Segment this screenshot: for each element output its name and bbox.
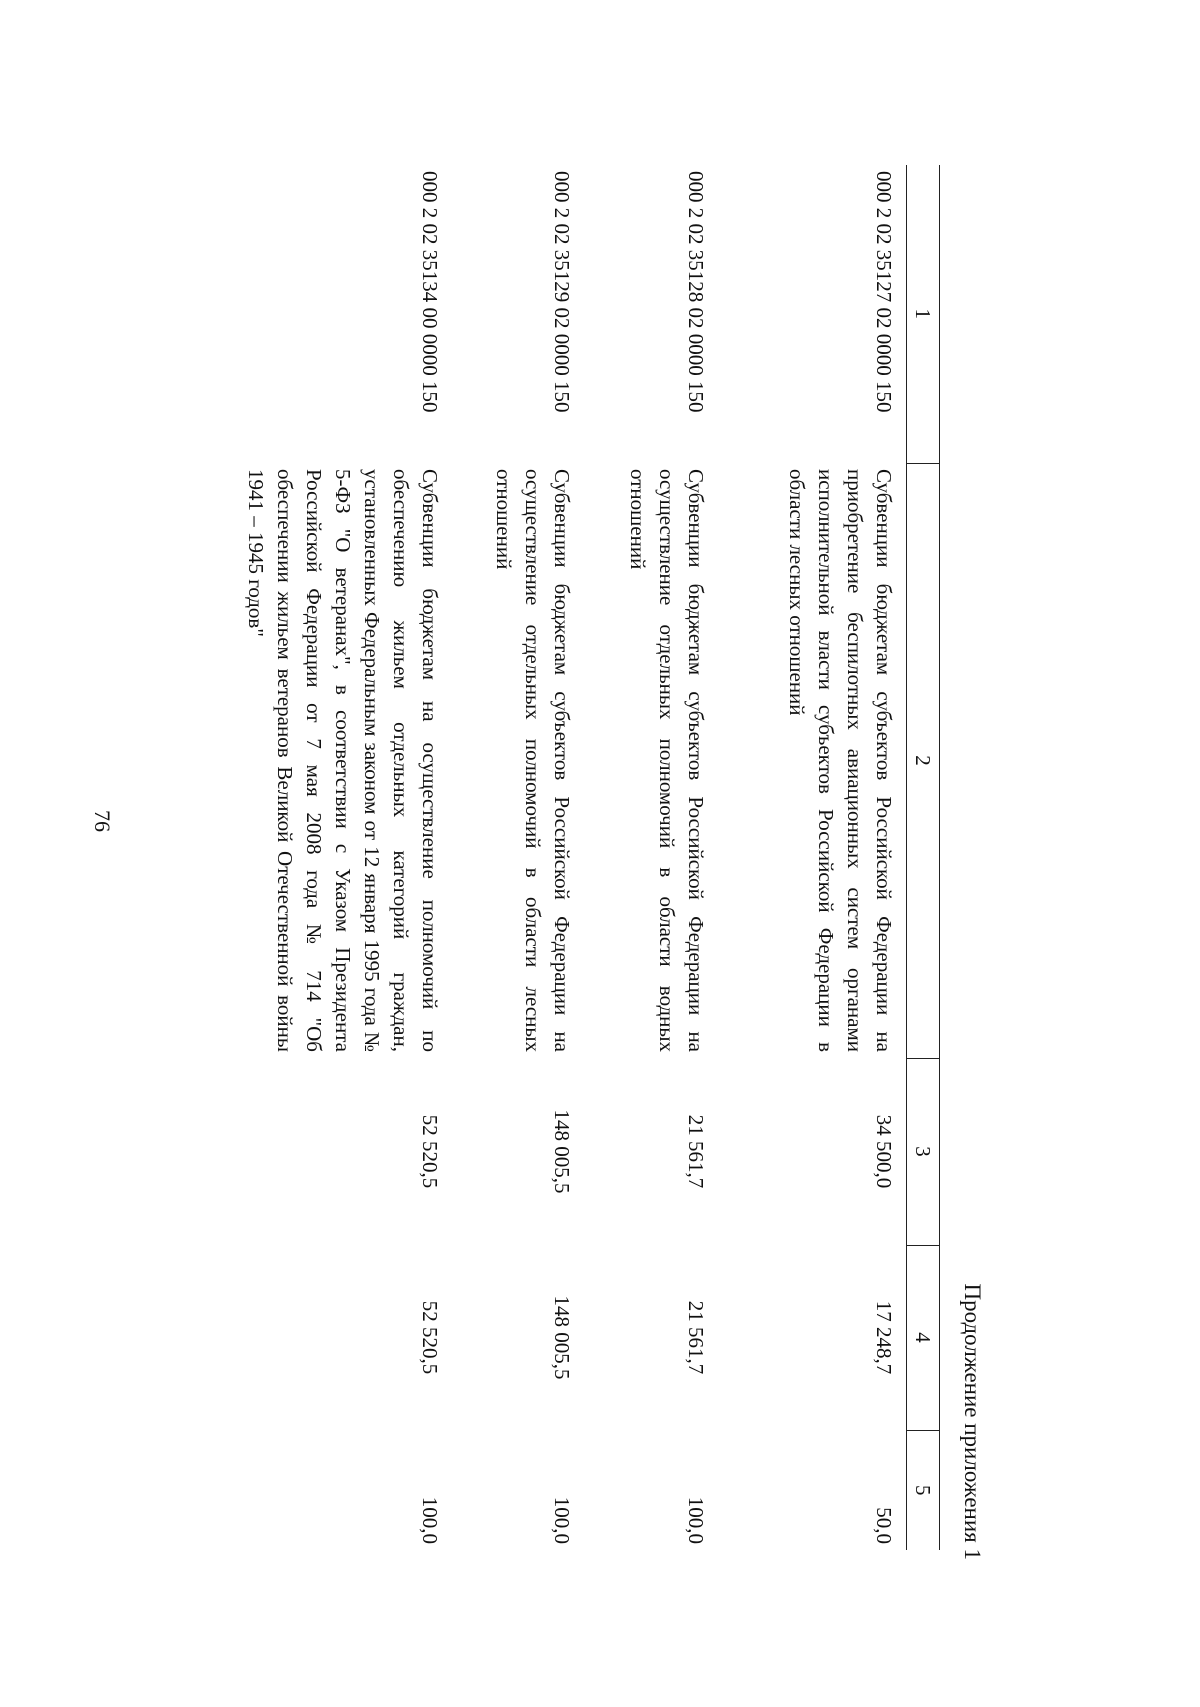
row-description: Субвенции бюджетам субъектов Российской Федерации на осуществление отдельных полномочий в области лесных отношений bbox=[492, 469, 574, 1052]
header-col-5: 5 bbox=[907, 1430, 940, 1550]
header-col-3: 3 bbox=[907, 1058, 940, 1245]
header-col-1: 1 bbox=[907, 165, 940, 463]
budget-code: 000 2 02 35127 02 0000 150 bbox=[872, 171, 896, 413]
budget-code: 000 2 02 35128 02 0000 150 bbox=[684, 171, 708, 413]
execution-percent: 100,0 bbox=[418, 1496, 442, 1544]
rotated-landscape-sheet bbox=[40, 60, 1000, 1560]
execution-percent: 100,0 bbox=[550, 1496, 574, 1544]
table-row bbox=[718, 165, 907, 1550]
row-description: Субвенции бюджетам субъектов Российской Федерации на приобретение беспилотных авиационных систем органами исполнительной власти субъектов Российской Федерации в области лесных отношений bbox=[785, 469, 896, 1052]
appendix-table bbox=[144, 165, 940, 1550]
row-description: Субвенции бюджетам субъектов Российской Федерации на осуществление отдельных полномочий в области водных отношений bbox=[626, 469, 708, 1052]
header-col-2: 2 bbox=[907, 463, 940, 1058]
budget-code: 000 2 02 35134 00 0000 150 bbox=[418, 171, 442, 413]
table-row bbox=[144, 165, 452, 1550]
row-description: Субвенции бюджетам на осуществление полномочий по обеспечению жильем отдельных категорий граждан, установленных Федеральным законом от 12 января 1995 года № 5-ФЗ "О ветеранах", в соответствии с Указом Президента Российской Федерации от 7 мая 2008 года № 714 "Об обеспечении жильем ветеранов Великой Отечественной войны 1941 – 1945 годов" bbox=[244, 469, 442, 1052]
table-row bbox=[452, 165, 584, 1550]
planned-amount: 52 520,5 bbox=[418, 1114, 442, 1189]
executed-amount: 148 005,5 bbox=[550, 1295, 574, 1380]
continuation-heading: Продолжение приложения 1 bbox=[960, 1283, 985, 1560]
executed-amount: 21 561,7 bbox=[684, 1300, 708, 1375]
executed-amount: 17 248,7 bbox=[872, 1300, 896, 1375]
planned-amount: 34 500,0 bbox=[872, 1114, 896, 1189]
page-number: 76 bbox=[90, 810, 115, 832]
budget-code: 000 2 02 35129 02 0000 150 bbox=[550, 171, 574, 413]
planned-amount: 148 005,5 bbox=[550, 1109, 574, 1194]
execution-percent: 50,0 bbox=[872, 1507, 896, 1544]
execution-percent: 100,0 bbox=[684, 1496, 708, 1544]
header-row bbox=[907, 165, 940, 1550]
header-col-4: 4 bbox=[907, 1245, 940, 1430]
planned-amount: 21 561,7 bbox=[684, 1114, 708, 1189]
executed-amount: 52 520,5 bbox=[418, 1300, 442, 1375]
table-row bbox=[584, 165, 718, 1550]
